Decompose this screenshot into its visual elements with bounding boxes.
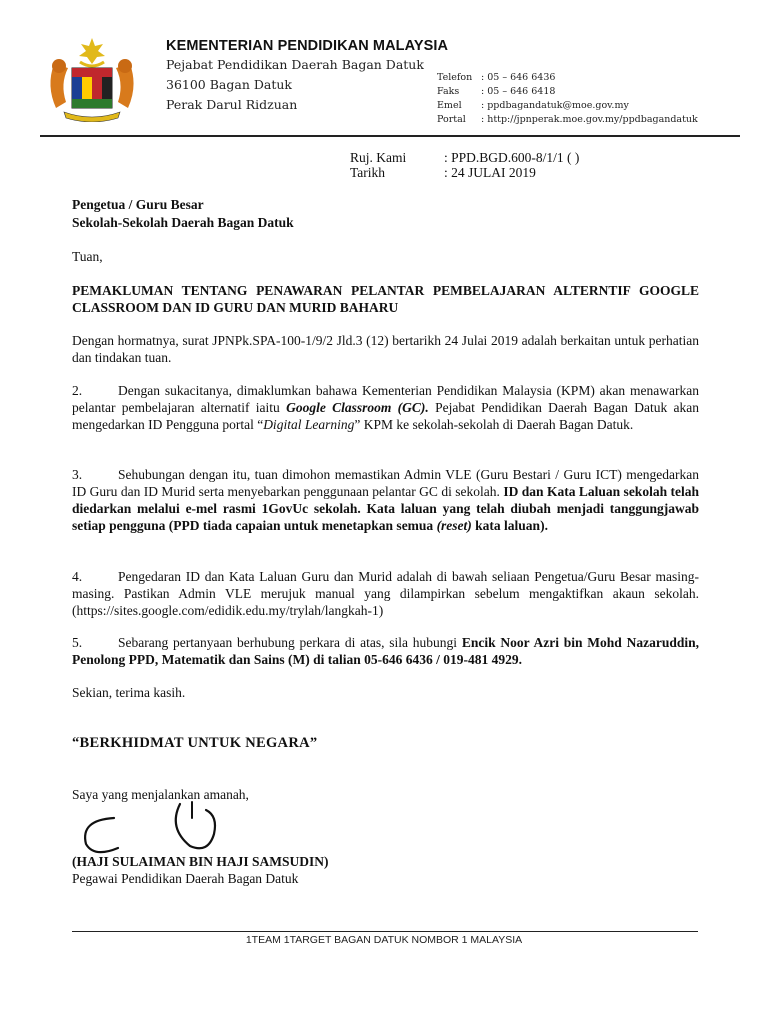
paragraph-2 [72,382,699,433]
header-divider [40,135,740,137]
contact-fax [437,85,698,99]
emphasis-digital-learning: Digital Learning [263,417,355,432]
signatory-title: Pegawai Pendidikan Daerah Bagan Datuk [72,871,299,886]
contact-value: : 05 – 646 6418 [481,86,556,97]
paragraph-5 [72,634,699,668]
footer-divider [72,931,698,932]
closing-line: Sekian, terima kasih. [72,685,186,700]
ruj-value: : PPD.BGD.600-8/1/1 ( ) [444,150,580,165]
emphasis-password-end: kata laluan). [471,518,548,533]
contact-phone [437,71,698,85]
paragraph-text: Sebarang pertanyaan berhubung perkara di atas, sila hubungi [118,635,462,650]
address-line-postcode: 36100 Bagan Datuk [166,77,292,92]
paragraph-number: 2. [72,383,83,398]
paragraph-number: 5. [72,635,83,650]
subject-heading: PEMAKLUMAN TENTANG PENAWARAN PELANTAR PEMBELAJARAN ALTERNTIF GOOGLE CLASSROOM DAN ID GURU DAN MURID BAHARU [72,283,699,315]
date-label: Tarikh [350,165,386,180]
contact-label: Emel [437,100,462,111]
contact-block [437,71,698,127]
paragraph-4 [72,568,699,619]
contact-portal [437,113,698,127]
recipient-title: Pengetua / Guru Besar [72,197,204,212]
signature [74,798,244,860]
paragraph-text: Sehubungan dengan itu, tuan dimohon memastikan Admin VLE (Guru Bestari / Guru ICT) mengedarkan ID Guru dan ID Murid serta menyebarkan penggunaan pelantar GC di sekolah. [72,467,699,499]
motto: “BERKHIDMAT UNTUK NEGARA” [72,735,318,751]
contact-label: Telefon [437,72,473,83]
contact-value: : http://jpnperak.moe.gov.my/ppdbagandatuk [481,114,698,125]
paragraph-text: Dengan sukacitanya, dimaklumkan bahawa Kementerian Pendidikan Malaysia (KPM) akan menawarkan pelantar pembelajaran alternatif iaitu [72,383,699,415]
paragraph-intro: Dengan hormatnya, surat JPNPk.SPA-100-1/9/2 Jld.3 (12) bertarikh 24 Julai 2019 adalah berkaitan untuk perhatian dan tindakan tuan. [72,333,699,365]
address-line-state: Perak Darul Ridzuan [166,97,298,112]
ministry-name: KEMENTERIAN PENDIDIKAN MALAYSIA [166,38,449,54]
contact-label: Portal [437,114,466,125]
contact-label: Faks [437,86,460,97]
emphasis-contact-person: Encik Noor Azri bin Mohd Nazaruddin, Penolong PPD, Matematik dan Sains (M) di talian 05-646 6436 / 019-481 4929. [72,635,699,667]
address-line-office: Pejabat Pendidikan Daerah Bagan Datuk [166,57,424,72]
paragraph-text: Pengedaran ID dan Kata Laluan Guru dan Murid adalah di bawah seliaan Pengetua/Guru Besar masing-masing. Pastikan Admin VLE merujuk manual yang dilampirkan sebelum mengaktifkan akaun sekolah. (https://sites.google.com/edidik.edu.my/trylah/langkah-1) [72,569,699,618]
paragraph-3 [72,466,699,534]
paragraph-number: 4. [72,569,83,584]
date-value: : 24 JULAI 2019 [444,165,536,180]
coat-of-arms-logo [42,36,142,122]
footer-slogan: 1TEAM 1TARGET BAGAN DATUK NOMBOR 1 MALAYSIA [245,934,523,946]
emphasis-google-classroom: Google Classroom (GC). [286,400,429,415]
ruj-label: Ruj. Kami [350,150,407,165]
emphasis-id-password: ID dan Kata Laluan sekolah telah diedarkan melalui e-mel rasmi 1GovUc sekolah. Kata laluan yang telah diubah menjadi tanggungjawab setiap pengguna (PPD tiada capaian untuk menetapkan semua [72,484,699,533]
signatory-name: (HAJI SULAIMAN BIN HAJI SAMSUDIN) [72,854,329,869]
salutation: Tuan, [72,249,103,264]
paragraph-number: 3. [72,467,83,482]
sign-intro: Saya yang menjalankan amanah, [72,787,249,802]
paragraph-text: Pejabat Pendidikan Daerah Bagan Datuk akan mengedarkan ID Pengguna portal “ [72,400,699,432]
contact-value: : ppdbagandatuk@moe.gov.my [481,100,629,111]
contact-email [437,99,698,113]
paragraph-text: ” KPM ke sekolah-sekolah di Daerah Bagan Datuk. [354,417,634,432]
contact-value: : 05 – 646 6436 [481,72,556,83]
recipient-school: Sekolah-Sekolah Daerah Bagan Datuk [72,215,294,230]
emphasis-reset: (reset) [436,518,472,533]
